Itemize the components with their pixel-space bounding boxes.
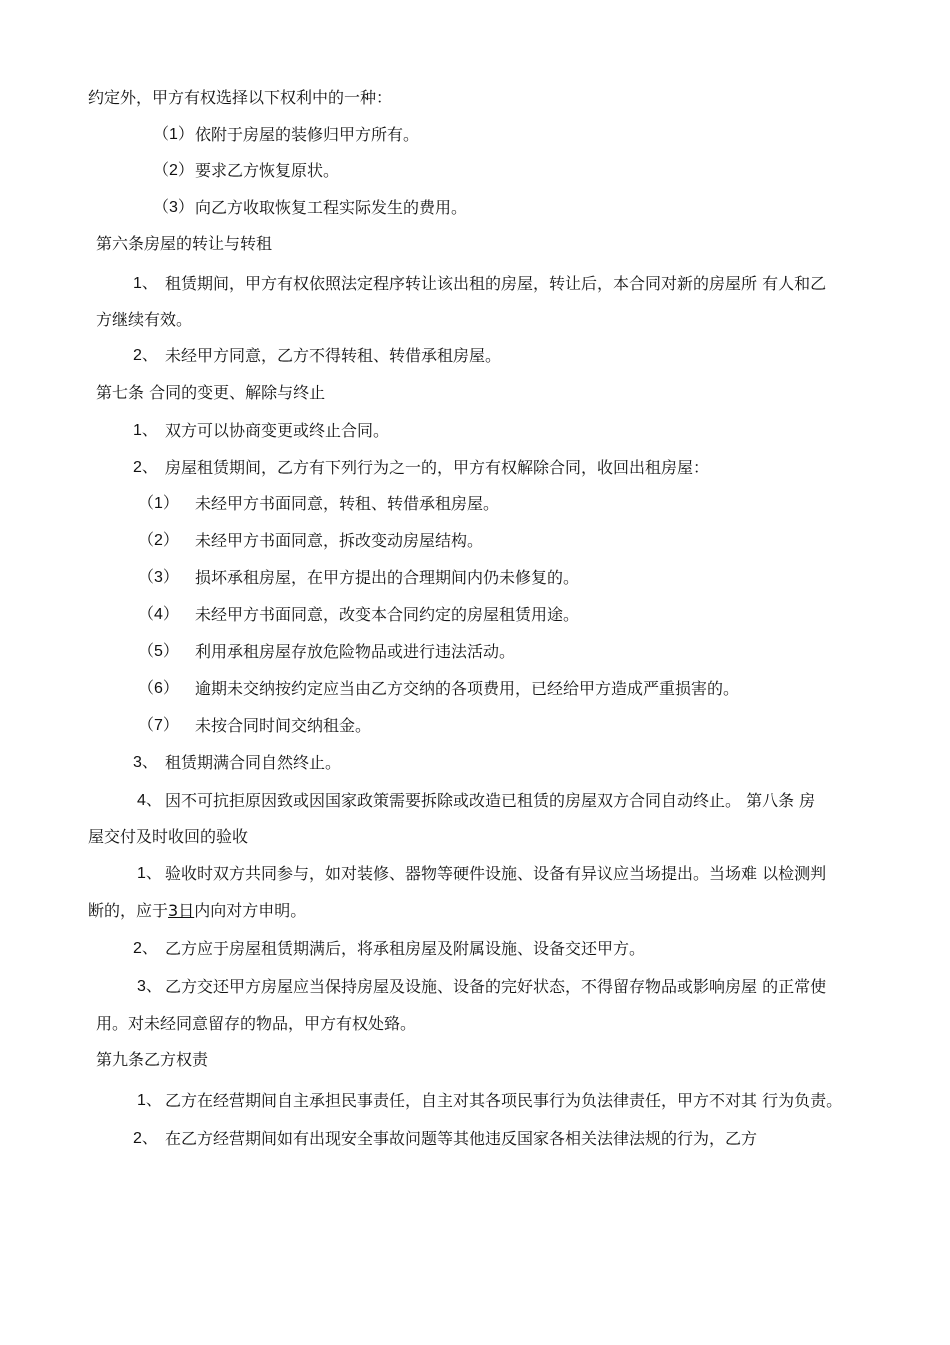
sub-item-number: （2）: [138, 532, 179, 549]
clause-text-continued: [88, 900, 306, 922]
sub-item-text: 未经甲方书面同意，转租、转借承租房屋。: [195, 494, 500, 513]
sub-item-text: 未经甲方书面同意，拆改变动房屋结构。: [195, 531, 484, 550]
clause-number: 2、: [133, 347, 158, 364]
clause-text-continued: 屋交付及时收回的验收: [88, 827, 249, 846]
sub-item-text: 损坏承租房屋，在甲方提出的合理期间内仍未修复的。: [195, 568, 580, 587]
sub-item-text: 未按合同时间交纳租金。: [195, 716, 372, 735]
text-segment: 内向对方申明。: [194, 901, 307, 920]
option-text: 依附于房屋的装修归甲方所有。: [195, 125, 420, 144]
clause-number: 2、: [133, 1130, 158, 1147]
option-number: （2）: [153, 162, 194, 179]
clause-text-continued: 用。对未经同意留存的物品，甲方有权处臵。: [96, 1014, 417, 1033]
clause-number: 1、: [137, 1092, 162, 1109]
clause-text: 双方可以协商变更或终止合同。: [165, 421, 390, 440]
clause-text: 租赁期满合同自然终止。: [165, 753, 342, 772]
clause-number: 1、: [133, 275, 158, 292]
sub-item-number: （6）: [138, 680, 179, 697]
sub-item-number: （4）: [138, 606, 179, 623]
clause-text: 乙方应于房屋租赁期满后，将承租房屋及附属设施、设备交还甲方。: [165, 939, 646, 958]
sub-item-text: 逾期未交纳按约定应当由乙方交纳的各项费用，已经给甲方造成严重损害的。: [195, 679, 740, 698]
article-heading: 第七条 合同的变更、解除与终止: [96, 383, 326, 402]
clause-number: 4、: [137, 792, 162, 809]
option-number: （3）: [153, 199, 194, 216]
clause-text: 乙方交还甲方房屋应当保持房屋及设施、设备的完好状态，不得留存物品或影响房屋 的正常使: [165, 977, 827, 996]
article-heading: 第九条乙方权责: [96, 1050, 209, 1069]
sub-item-text: 利用承租房屋存放危险物品或进行违法活动。: [195, 642, 516, 661]
clause-number: 1、: [137, 865, 162, 882]
clause-number: 1、: [133, 422, 158, 439]
clause-text: 房屋租赁期间，乙方有下列行为之一的，甲方有权解除合同，收回出租房屋：: [165, 458, 710, 477]
text-line: 约定外，甲方有权选择以下权利中的一种：: [88, 88, 393, 107]
clause-text: 在乙方经营期间如有出现安全事故问题等其他违反国家各相关法律法规的行为，乙方: [165, 1129, 758, 1148]
days-value: 3日: [168, 901, 195, 920]
clause-text: 因不可抗拒原因致或因国家政策需要拆除或改造已租赁的房屋双方合同自动终止。 第八条 房: [165, 791, 816, 810]
clause-text: 未经甲方同意，乙方不得转租、转借承租房屋。: [165, 346, 502, 365]
sub-item-number: （3）: [138, 569, 179, 586]
clause-number: 2、: [133, 940, 158, 957]
clause-text: 验收时双方共同参与，如对装修、器物等硬件设施、设备有异议应当场提出。当场难 以检测判: [165, 864, 827, 883]
sub-item-number: （7）: [138, 717, 179, 734]
clause-number: 3、: [137, 978, 162, 995]
option-text: 要求乙方恢复原状。: [195, 161, 340, 180]
clause-text: 租赁期间，甲方有权依照法定程序转让该出租的房屋，转让后，本合同对新的房屋所 有人和乙: [165, 274, 827, 293]
clause-text-continued: 方继续有效。: [96, 310, 193, 329]
clause-number: 2、: [133, 459, 158, 476]
clause-text: 乙方在经营期间自主承担民事责任，自主对其各项民事行为负法律责任，甲方不对其 行为负责。: [165, 1091, 843, 1110]
text-segment: 断的，应于: [88, 901, 169, 920]
sub-item-number: （5）: [138, 643, 179, 660]
sub-item-number: （1）: [138, 495, 179, 512]
clause-number: 3、: [133, 754, 158, 771]
option-number: （1）: [153, 126, 194, 143]
sub-item-text: 未经甲方书面同意，改变本合同约定的房屋租赁用途。: [195, 605, 580, 624]
article-heading: 第六条房屋的转让与转租: [96, 234, 273, 253]
option-text: 向乙方收取恢复工程实际发生的费用。: [195, 198, 468, 217]
